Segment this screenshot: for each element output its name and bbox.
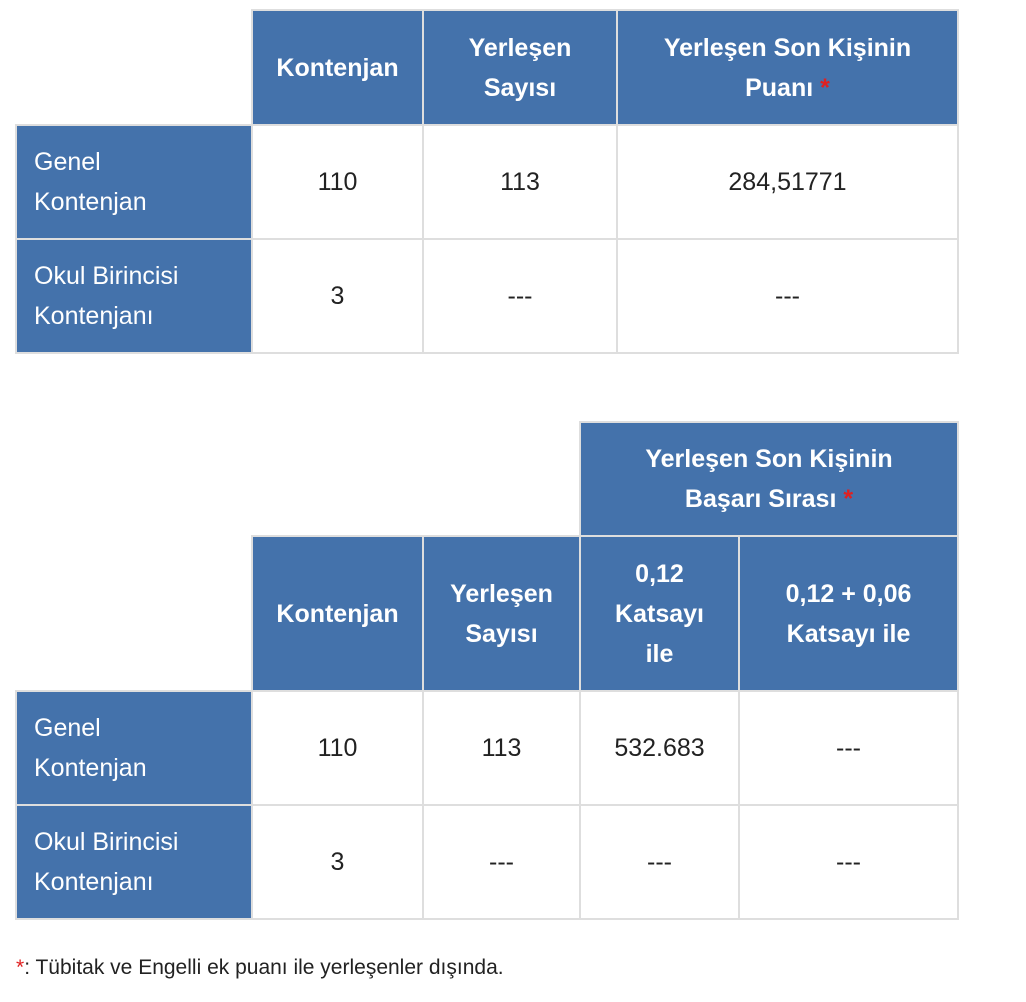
asterisk-marker: * (843, 485, 854, 513)
cell-puan: --- (617, 239, 958, 353)
corner-cell (16, 10, 252, 125)
header-yerlesen-sayisi: Yerleşen Sayısı (423, 536, 580, 691)
cell-sira-018: --- (739, 691, 958, 805)
cell-yerlesen: --- (423, 805, 580, 919)
header-katsayi-012: 0,12 Katsayı ile (580, 536, 739, 691)
placement-score-table (15, 9, 959, 354)
row-label-genel-kontenjan: Genel Kontenjan (16, 691, 252, 805)
cell-sira-018: --- (739, 805, 958, 919)
cell-yerlesen: 113 (423, 691, 580, 805)
header-son-kisi-puani: Yerleşen Son Kişinin Puanı * (617, 10, 958, 125)
cell-kontenjan: 3 (252, 239, 423, 353)
cell-sira-012: --- (580, 805, 739, 919)
cell-yerlesen: 113 (423, 125, 617, 239)
footnote-text: : Tübitak ve Engelli ek puanı ile yerleşenler dışında. (24, 956, 504, 979)
footnote-marker: * (16, 956, 25, 979)
asterisk-marker: * (820, 73, 830, 102)
row-label-okul-birincisi: Okul Birincisi Kontenjanı (16, 239, 252, 353)
table-row (16, 239, 958, 353)
cell-kontenjan: 110 (252, 691, 423, 805)
cell-yerlesen: --- (423, 239, 617, 353)
header-kontenjan: Kontenjan (252, 536, 423, 691)
cell-sira-012: 532.683 (580, 691, 739, 805)
success-rank-table (15, 421, 959, 920)
cell-kontenjan: 3 (252, 805, 423, 919)
cell-puan: 284,51771 (617, 125, 958, 239)
header-yerlesen-sayisi: Yerleşen Sayısı (423, 10, 617, 125)
header-katsayi-012-006: 0,12 + 0,06 Katsayı ile (739, 536, 958, 691)
corner-cell (16, 536, 252, 691)
row-label-okul-birincisi: Okul Birincisi Kontenjanı (16, 805, 252, 919)
table-row (16, 805, 958, 919)
cell-kontenjan: 110 (252, 125, 423, 239)
corner-cell (16, 422, 580, 536)
footnote (16, 956, 504, 980)
header-basari-sirasi-group: Yerleşen Son Kişinin Başarı Sırası * (580, 422, 958, 536)
row-label-genel-kontenjan: Genel Kontenjan (16, 125, 252, 239)
table-row (16, 691, 958, 805)
header-kontenjan: Kontenjan (252, 10, 423, 125)
table-row (16, 125, 958, 239)
